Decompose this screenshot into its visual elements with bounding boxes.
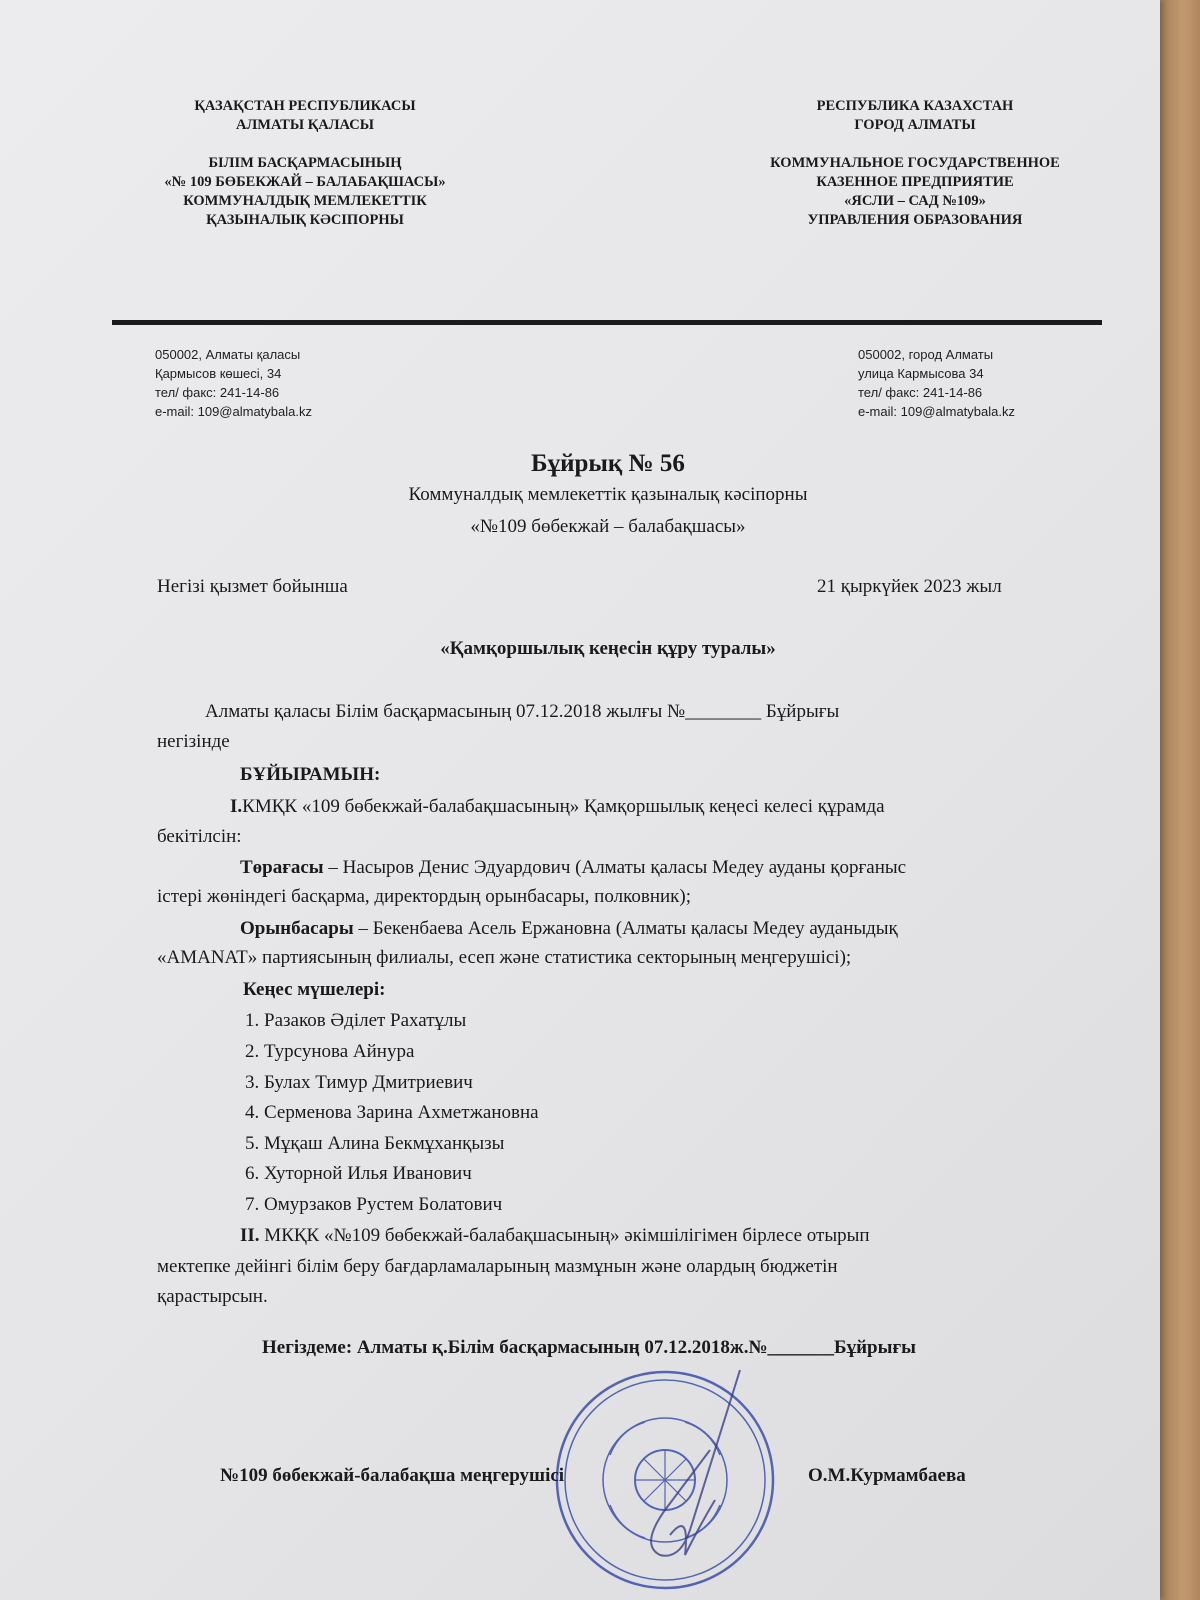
letterhead-ru-line: УПРАВЛЕНИЯ ОБРАЗОВАНИЯ	[807, 212, 1023, 228]
order-date: 21 қыркүйек 2023 жыл	[817, 576, 1002, 597]
chair-line-1	[240, 857, 906, 879]
letterhead-ru-line: «ЯСЛИ – САД №109»	[844, 193, 986, 209]
letterhead-kz-line: ҚАЗЫНАЛЫҚ КӘСІПОРНЫ	[206, 212, 404, 228]
letterhead-ru	[715, 97, 1115, 230]
basis-label: Негізі қызмет бойынша	[157, 576, 348, 597]
org-name-line1: Коммуналдық мемлекеттік қазыналық кәсіпорны	[408, 484, 808, 505]
org-name-line2: «№109 бөбекжай – балабақшасы»	[470, 516, 746, 537]
chair-label: Төрағасы	[240, 857, 324, 878]
member-item: 3. Булах Тимур Дмитриевич	[245, 1072, 473, 1093]
letterhead-kz	[120, 97, 490, 230]
signatory-name: О.М.Курмамбаева	[808, 1465, 966, 1486]
official-seal-stamp	[540, 1360, 790, 1600]
chair-text: – Насыров Денис Эдуардович (Алматы қаласы Медеу ауданы қорғаныс	[323, 857, 907, 878]
letterhead-ru-line: КАЗЕННОЕ ПРЕДПРИЯТИЕ	[816, 174, 1014, 190]
deputy-line-1	[240, 918, 898, 940]
order-word: БҰЙЫРАМЫН:	[240, 764, 381, 785]
member-item: 1. Разаков Әділет Рахатұлы	[245, 1010, 467, 1031]
address-kz-line: 050002, Алматы қаласы	[155, 347, 301, 362]
chair-line-2: істері жөніндегі басқарма, директордың орынбасары, полковник);	[157, 886, 691, 907]
letterhead-kz-line: АЛМАТЫ ҚАЛАСЫ	[236, 117, 374, 133]
intro-line-1: Алматы қаласы Білім басқармасының 07.12.2018 жылғы №________ Бұйрығы	[205, 701, 840, 722]
address-ru-line: e-mail: 109@almatybala.kz	[858, 404, 1015, 419]
member-item: 7. Омурзаков Рустем Болатович	[245, 1194, 503, 1215]
letterhead-ru-line: КОММУНАЛЬНОЕ ГОСУДАРСТВЕННОЕ	[770, 155, 1060, 171]
item-1-text: КМҚК «109 бөбекжай-балабақшасының» Қамқоршылық кеңесі келесі құрамда	[242, 796, 885, 817]
letterhead-ru-line	[715, 135, 1115, 154]
address-ru-line: улица Кармысова 34	[858, 366, 984, 381]
deputy-line-2: «AMANAT» партиясының филиалы, есеп және статистика секторының меңгерушісі);	[157, 947, 852, 968]
address-ru	[858, 345, 1015, 421]
address-kz-line: Қармысов көшесі, 34	[155, 366, 282, 381]
letterhead-kz-line: «№ 109 БӨБЕКЖАЙ – БАЛАБАҚШАСЫ»	[164, 174, 446, 190]
item-2-line-2: мектепке дейінгі білім беру бағдарламаларының мазмұнын және олардың бюджетін	[157, 1256, 838, 1277]
member-item: 6. Хуторной Илья Иванович	[245, 1163, 472, 1184]
item-1-number: I.	[230, 796, 243, 817]
grounds-line: Негіздеме: Алматы қ.Білім басқармасының 07.12.2018ж.№_______Бұйрығы	[262, 1337, 916, 1358]
signatory-title: №109 бөбекжай-балабақша меңгерушісі	[220, 1465, 565, 1486]
item-2-line-3: қарастырсын.	[157, 1286, 268, 1307]
letterhead-kz-line: БІЛІМ БАСҚАРМАСЫНЫҢ	[208, 155, 402, 171]
item-1-line-2: бекітілсін:	[157, 826, 242, 847]
members-label: Кеңес мүшелері:	[243, 979, 386, 1000]
address-ru-line: 050002, город Алматы	[858, 347, 994, 362]
address-kz	[155, 345, 312, 421]
member-item: 2. Турсунова Айнура	[245, 1041, 415, 1062]
address-kz-line: тел/ факс: 241-14-86	[155, 385, 280, 400]
member-item: 5. Мұқаш Алина Бекмұханқызы	[245, 1133, 505, 1154]
deputy-label: Орынбасары	[240, 918, 354, 939]
letterhead-divider	[112, 320, 1102, 325]
address-kz-line: e-mail: 109@almatybala.kz	[155, 404, 312, 419]
letterhead-ru-line: РЕСПУБЛИКА КАЗАХСТАН	[816, 98, 1014, 114]
address-ru-line: тел/ факс: 241-14-86	[858, 385, 983, 400]
letterhead-kz-line: КОММУНАЛДЫҚ МЕМЛЕКЕТТІК	[183, 193, 427, 209]
letterhead-kz-line	[120, 135, 490, 154]
letterhead-ru-line: ГОРОД АЛМАТЫ	[854, 117, 976, 133]
order-subject: «Қамқоршылық кеңесін құру туралы»	[440, 638, 776, 659]
order-title: Бұйрық № 56	[531, 450, 685, 477]
item-2-number: II.	[240, 1225, 260, 1246]
letterhead-kz-line: ҚАЗАҚСТАН РЕСПУБЛИКАСЫ	[194, 98, 416, 114]
item-2-text: МКҚК «№109 бөбекжай-балабақшасының» әкімшілігімен бірлесе отырып	[259, 1225, 870, 1246]
deputy-text: – Бекенбаева Асель Ержановна (Алматы қаласы Медеу ауданыдық	[353, 918, 898, 939]
item-1-line-1	[230, 796, 885, 818]
intro-line-2: негізінде	[157, 731, 230, 752]
member-item: 4. Серменова Зарина Ахметжановна	[245, 1102, 539, 1123]
item-2-line-1	[240, 1225, 870, 1247]
